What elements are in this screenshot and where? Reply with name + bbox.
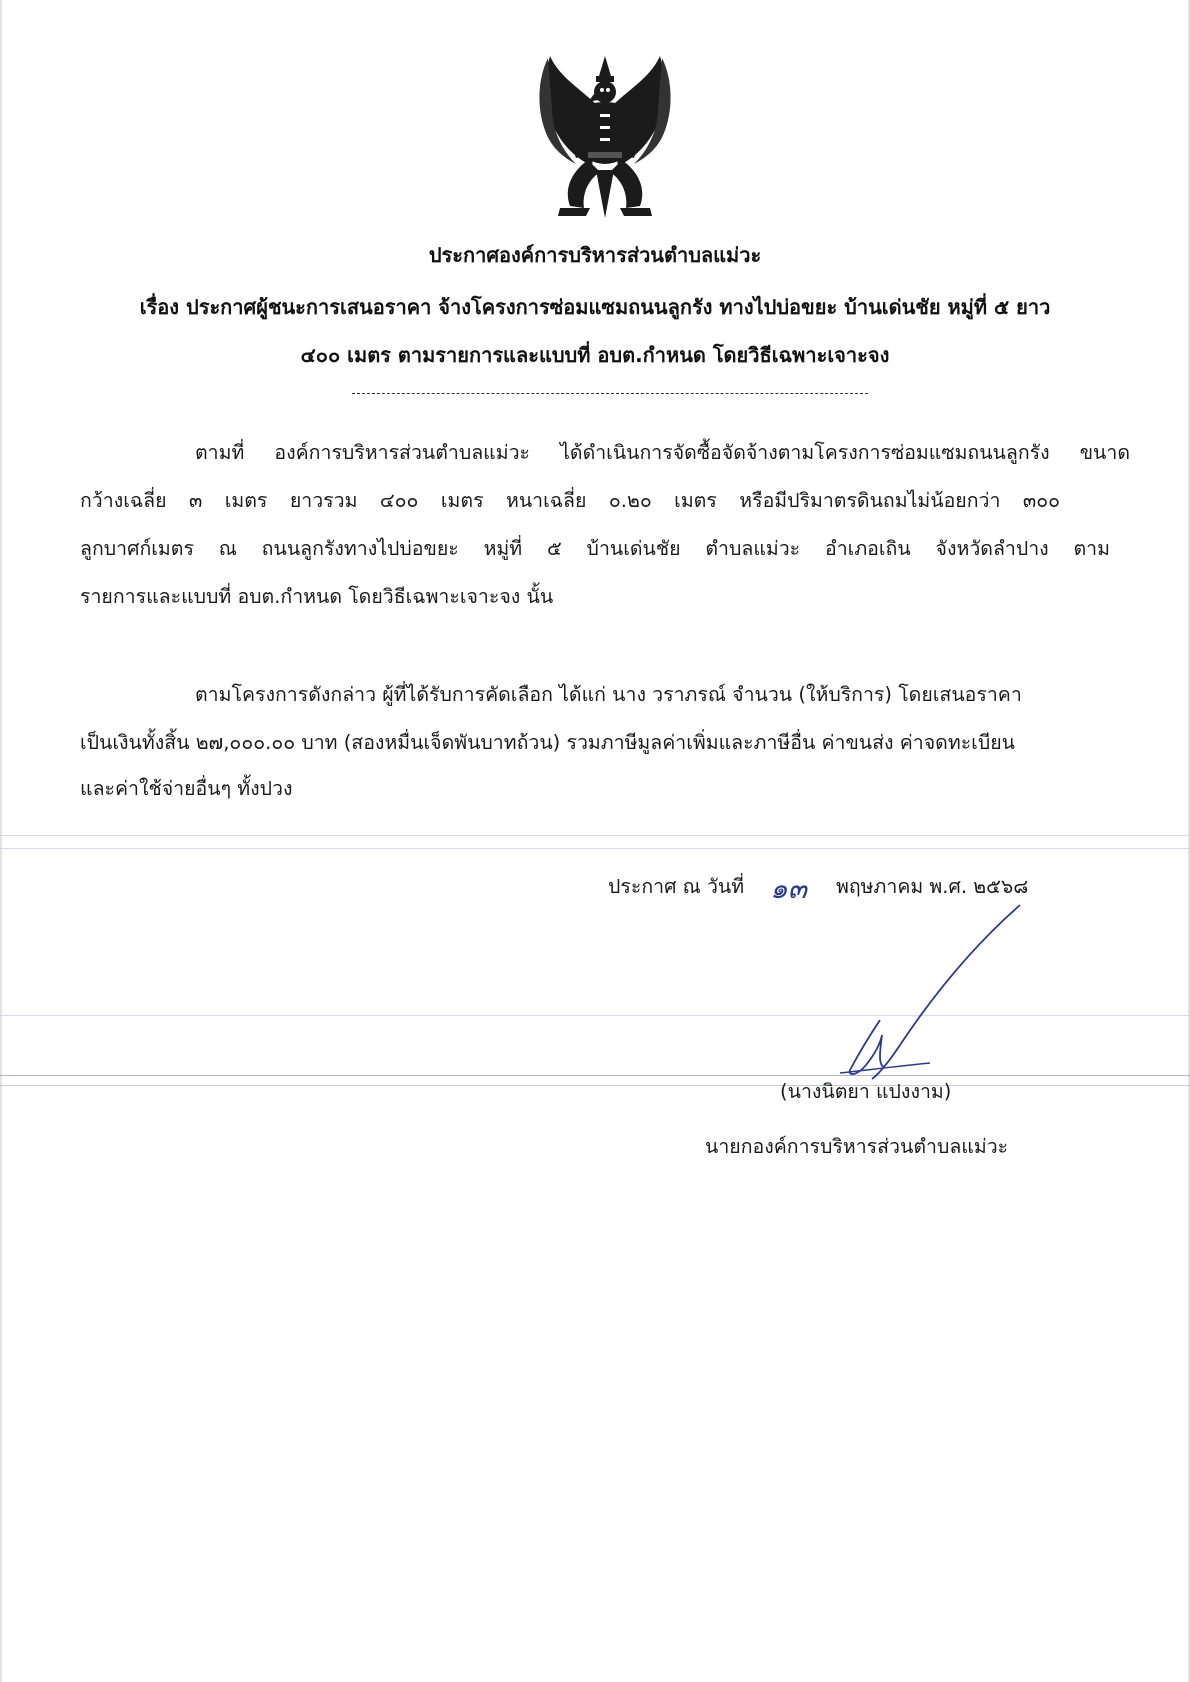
paragraph-1-line-4: รายการและแบบที่ อบต.กำหนด โดยวิธีเฉพาะเจาะจง นั้น [80, 585, 554, 608]
paragraph-1-line-1: ตามที่ องค์การบริหารส่วนตำบลแม่วะ ได้ดำเนินการจัดซื้อจัดจ้างตามโครงการซ่อมแซมถนนลูกรัง ขนาด [195, 441, 1130, 464]
date-prefix: ประกาศ ณ วันที่ [608, 875, 745, 898]
announcement-title: ประกาศองค์การบริหารส่วนตำบลแม่วะ [428, 243, 762, 267]
garuda-emblem-icon [530, 48, 680, 223]
paragraph-2-line-3: และค่าใช้จ่ายอื่นๆ ทั้งปวง [80, 777, 293, 800]
signer-name: (นางนิตยา แปงงาม) [780, 1080, 952, 1103]
date-suffix: พฤษภาคม พ.ศ. ๒๕๖๘ [836, 875, 1029, 898]
header-divider [352, 393, 868, 394]
scan-edge-left [0, 0, 3, 1682]
paragraph-1-line-3: ลูกบาศก์เมตร ณ ถนนลูกรังทางไปบ่อขยะ หมู่ที่ ๕ บ้านเด่นชัย ตำบลแม่วะ อำเภอเถิน จังหวัดลำปาง ตาม [80, 537, 1110, 560]
signer-position: นายกองค์การบริหารส่วนตำบลแม่วะ [705, 1135, 1009, 1158]
paragraph-2-line-1: ตามโครงการดังกล่าว ผู้ที่ได้รับการคัดเลือก ได้แก่ นาง วราภรณ์ จำนวน (ให้บริการ) โดยเสนอราคา [195, 683, 1022, 706]
paragraph-1-line-2: กว้างเฉลี่ย ๓ เมตร ยาวรวม ๔๐๐ เมตร หนาเฉลี่ย ๐.๒๐ เมตร หรือมีปริมาตรดินถมไม่น้อยกว่า ๓๐๐ [80, 489, 1060, 512]
scan-artifact-line [0, 848, 1190, 849]
handwritten-signature [820, 895, 1025, 1095]
svg-text:๑๓: ๑๓ [770, 872, 807, 905]
announcement-subject-line-2: ๔๐๐ เมตร ตามรายการและแบบที่ อบต.กำหนด โดยวิธีเฉพาะเจาะจง [300, 343, 890, 367]
announcement-subject-line-1: เรื่อง ประกาศผู้ชนะการเสนอราคา จ้างโครงการซ่อมแซมถนนลูกรัง ทางไปบ่อขยะ บ้านเด่นชัย หมู่ที่ ๕ ยาว [139, 295, 1051, 319]
paragraph-2-line-2: เป็นเงินทั้งสิ้น ๒๗,๐๐๐.๐๐ บาท (สองหมื่นเจ็ดพันบาทถ้วน) รวมภาษีมูลค่าเพิ่มและภาษีอื่น ค่าขนส่ง ค่าจดทะเบียน [80, 731, 1015, 754]
scan-artifact-line [0, 835, 1190, 836]
